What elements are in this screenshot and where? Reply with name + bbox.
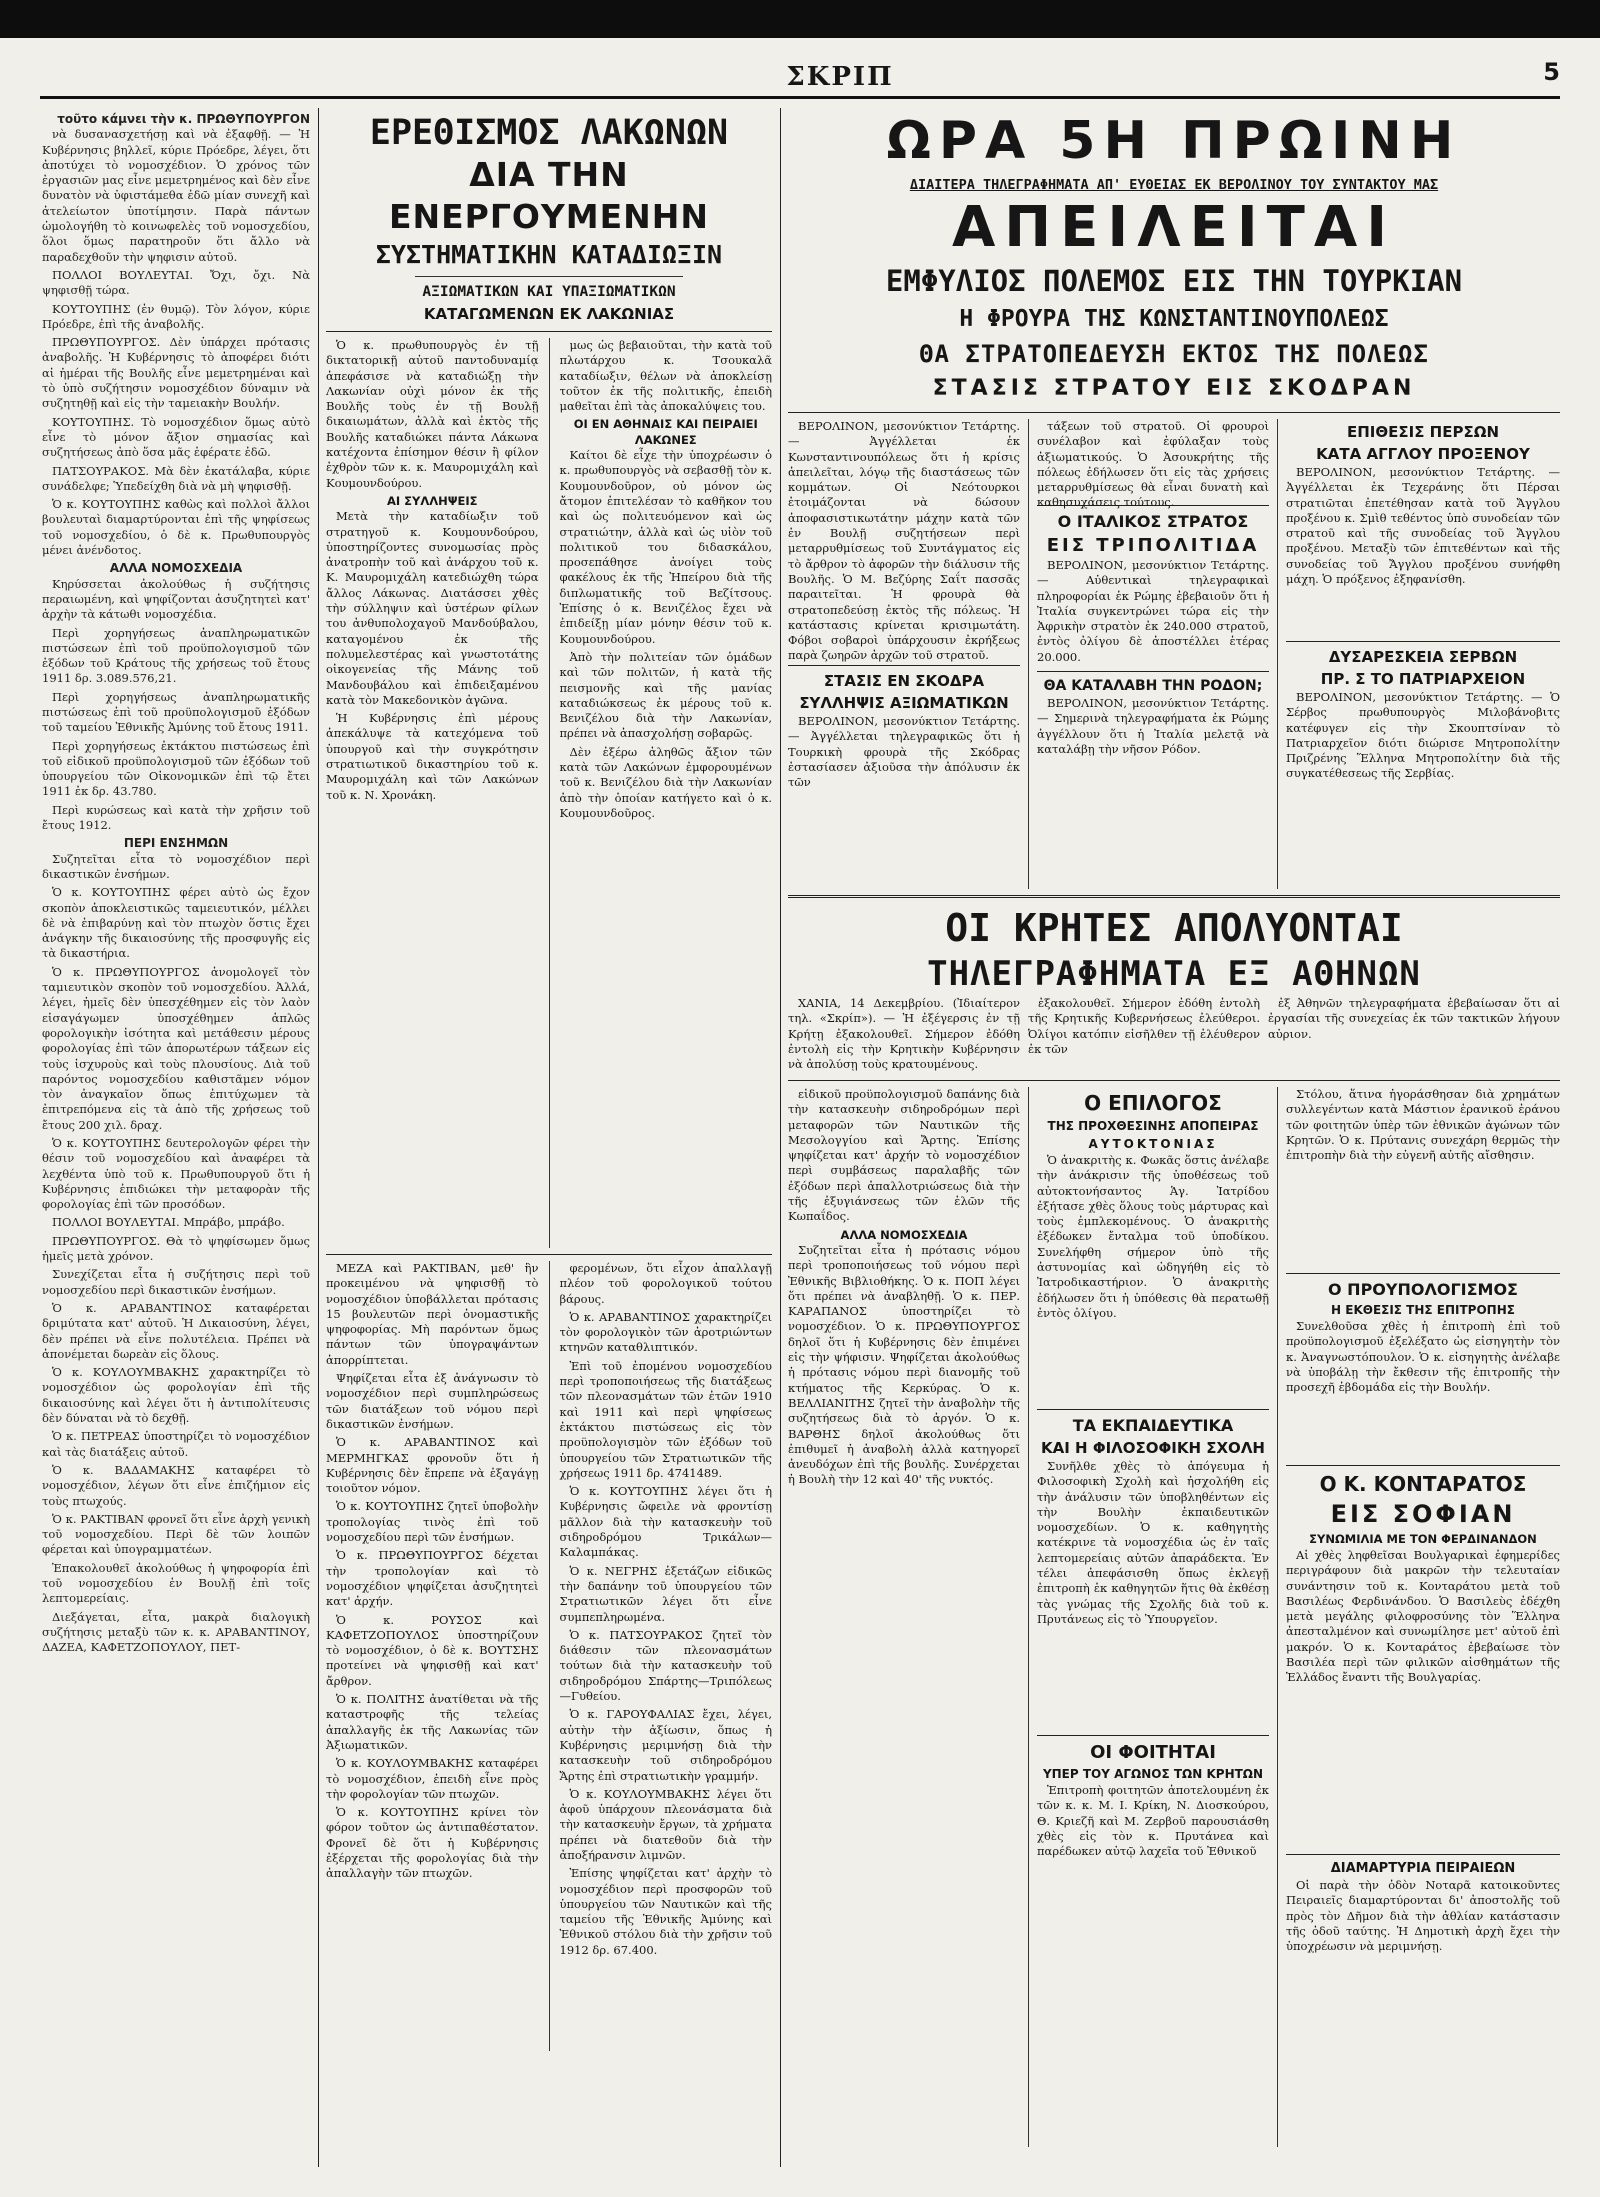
- article-paragraph: ΠΟΛΛΟΙ ΒΟΥΛΕΥΤΑΙ. Μπράβο, μπράβο.: [52, 1215, 285, 1230]
- box-heading: ΔΙΑΜΑΡΤΥΡΙΑ ΠΕΙΡΑΙΕΩΝ: [1330, 1861, 1516, 1876]
- article-paragraph: Ὁ κ. ΚΟΥΤΟΥΠΗΣ ζητεῖ ὑποβολὴν τροπολογίας τινὸς ἐπὶ τοῦ νομοσχεδίου περὶ τῶν ἐνσήμων.: [326, 1499, 539, 1545]
- page-number: 5: [1543, 58, 1560, 86]
- subcolumn-divider: [1028, 419, 1029, 889]
- article-paragraph: Ὁ κ. ΚΟΥΛΟΥΜΒΑΚΗΣ χαρακτηρίζει τὸ νομοσχέδιον ὡς φορολογίαν ἐπὶ τῆς δικαιοσύνης καὶ λέγει ὅτι ἡ ἀντιπολίτευσις δὲν δύναται νὰ τὸ δεχθῇ.: [42, 1365, 310, 1426]
- telegram-subcolumn: [788, 419, 1020, 889]
- article-paragraph: Ὁ κ. ΚΟΥΤΟΥΠΗΣ λέγει ὅτι ἡ Κυβέρνησις ὤφειλε νὰ φροντίσῃ μᾶλλον διὰ τὴν κατασκευὴν τοῦ σιδηροδρόμου Τρικάλων—Καλαμπάκας.: [559, 1484, 772, 1560]
- box-heading: ΕΠΙΘΕΣΙΣ ΠΕΡΣΩΝ: [1346, 423, 1500, 441]
- box-heading: ΟΙ ΦΟΙΤΗΤΑΙ: [1090, 1742, 1216, 1763]
- telegram-text: ἐξ Ἀθηνῶν τηλεγραφήματα ἐβεβαίωσαν ὅτι αἱ ἐργασίαι τῆς συνεχείας ἐκ τῶν τακτικῶν λήγουν αὐριον.: [1268, 996, 1560, 1041]
- telegram-item: [1028, 996, 1260, 1074]
- article-paragraph: Συζητεῖται εἶτα ἡ πρότασις νόμου περὶ τροποποιήσεως τοῦ νόμου περὶ Ἐθνικῆς Βιβλιοθήκης. Ὁ κ. ΠΟΠ λέγει ὅτι πρέπει νὰ ἀναβληθῇ. Ὁ κ. ΠΕΡ. ΚΑΡΑΠΑΝΟΣ ὑποστηρίζει τὸ νομοσχέδιον. Ὁ κ. ΠΡΩΘΥΠΟΥΡΓΟΣ δηλοῖ ὅτι ἡ Κυβέρνησις δὲν ἐπιμένει εἰς τὴν ψήφισιν. Ψηφίζεται ἀκολούθως ἡ πρότασις νόμου περὶ διανομῆς τοῦ κτήματος τῆς Κερκύρας. Ὁ κ. ΒΕΛΛΙΑΝΙΤΗΣ ζητεῖ τὴν ἀναβολὴν τῆς συζητήσεως διὰ τὸ ἀργόν. Ὁ κ. ΒΑΡΘΗΣ δηλοῖ ἀκολούθως ὅτι ἐπιθυμεῖ ἡ ἀναβολὴ ἀλλὰ κατηγορεῖ ἀνευδόχων ἐπὶ τῆς βουλῆς. Συνέρχεται ἡ Βουλὴ τὴν 12 καὶ 40' τῆς νυκτός.: [788, 1242, 1020, 1487]
- laconia-article: [326, 112, 772, 2162]
- divider: [1037, 1735, 1269, 1736]
- crete-telegrams: [788, 996, 1560, 1074]
- article-paragraph: Συνεχίζεται εἶτα ἡ συζήτησις περὶ τοῦ νομοσχεδίου περὶ δικαστικῶν ἐνσήμων.: [42, 1267, 310, 1297]
- news-subcolumn: [788, 1087, 1020, 2147]
- telegram-item: [1037, 696, 1269, 757]
- box-subheading: ΤΗΣ ΠΡΟΧΘΕΣΙΝΗΣ ΑΠΟΠΕΙΡΑΣ: [1047, 1119, 1259, 1133]
- article-paragraph: Αἱ χθὲς ληφθεῖσαι Βουλγαρικαὶ ἐφημερίδες περιγράφουν διὰ μακρῶν τὴν τελευταίαν συνάντησιν τοῦ κ. Κονταράτου μετὰ τοῦ Βασιλέως Φερδινάνδου. Ὁ Βασιλεὺς ἐδέχθη μετὰ μεγάλης φιλοφροσύνης τὸν Ἕλληνα ἀπεσταλμένον καὶ συνωμίλησε μετ' αὐτοῦ ἐπὶ μακρόν. Ὁ κ. Κονταράτος ἐβεβαίωσε τὸν Βασιλέα περὶ τῶν φιλικῶν αἰσθημάτων τῆς Ἑλλάδος ἔναντι τῆς Βουλγαρίας.: [1286, 1548, 1560, 1685]
- article-paragraph: Ὁ κ. ΝΕΓΡΗΣ ἐξετάζων εἰδικῶς τὴν δαπάνην τοῦ ὑπουργείου τῶν Στρατιωτικῶν λέγει ὅτι εἶνε συμπεπληρωμένα.: [559, 1563, 772, 1624]
- article-paragraph: Ὁ κ. ΒΑΔΑΜΑΚΗΣ καταφέρει τὸ νομοσχέδιον, λέγων ὅτι εἶνε ἐπιζήμιον εἰς τοὺς πτωχούς.: [42, 1462, 310, 1508]
- box-subheading: ΕΙΣ ΤΡΙΠΟΛΙΤΙΔΑ: [1046, 535, 1260, 556]
- article-paragraph: Ἐπιτροπὴ φοιτητῶν ἀποτελουμένη ἐκ τῶν κ. κ. Μ. Ι. Κρίκη, Ν. Διοσκούρου, Θ. Κριεζῆ καὶ Μ. Ζερβοῦ παρουσιάσθη χθὲς εἰς τὸν κ. Πρυτάνεα καὶ παρέδωκεν αὐτῷ λαχεῖα τοῦ Ἐθνικοῦ: [1037, 1783, 1269, 1859]
- article-paragraph: ΜΕΖΑ καὶ ΡΑΚΤΙΒΑΝ, μεθ' ἣν προκειμένου νὰ ψηφισθῇ τὸ νομοσχέδιον ὑποβάλλεται πρότασις 15 βουλευτῶν περὶ ὀνομαστικῆς ψηφοφορίας. Μὴ παρόντων ὅμως πάντων τῶν ὑπογραψάντων ἀπορρίπτεται.: [326, 1261, 539, 1367]
- article-paragraph: Ὁ κ. ΠΡΩΘΥΠΟΥΡΓΟΣ δέχεται τὴν τροπολογίαν καὶ τὸ νομοσχέδιον ψηφίζεται ἀσυζητητεὶ κατ' ἀρχήν.: [326, 1548, 539, 1609]
- article-paragraph: Ὁ κ. ΚΟΥΤΟΥΠΗΣ δευτερολογῶν φέρει τὴν θέσιν τοῦ νομοσχεδίου καὶ ἀναφέρει τὰ λεχθέντα ὑπὸ τοῦ κ. Πρωθυπουργοῦ ὅτι ἡ Κυβέρνησις ἐπιδιώκει τὴν μεταφορὰν τῆς φορολογίας ἐπὶ τῶν προσόδων.: [42, 1136, 310, 1212]
- article-paragraph: Συνῆλθε χθὲς τὸ ἀπόγευμα ἡ Φιλοσοφικὴ Σχολὴ καὶ ἠσχολήθη εἰς τὴν ἀνάλυσιν τῶν ὑποβληθέντων εἰς τὴν Βουλὴν ἐκπαιδευτικῶν νομοσχεδίων. Ὁ κ. καθηγητὴς κατέκρινε τὰ νομοσχέδια ὡς ἐν ταῖς λεπτομερείαις αὐτῶν ἀπαράδεκτα. Ἐν τέλει ἀπεφάσισθη ὅπως ἐκλεγῇ ἐπιτροπὴ ἐκ καθηγητῶν ἥτις θὰ ἐκθέσῃ τὰς γνώμας τῆς Σχολῆς διὰ τοῦ κ. Πρυτάνεως εἰς τὸ Ὑπουργεῖον.: [1037, 1459, 1269, 1626]
- article-paragraph: Ψηφίζεται εἶτα ἐξ ἀνάγνωσιν τὸ νομοσχέδιον περὶ συμπληρώσεως τῶν διατάξεων τοῦ νόμου περὶ δικαστικῶν ἐνσήμων.: [326, 1371, 539, 1431]
- box-subheading: ΠΡ. Σ ΤΟ ΠΑΤΡΙΑΡΧΕΙΟΝ: [1320, 670, 1526, 688]
- article-paragraph: Δὲν ἐξέρω ἀληθῶς ἄξιον τῶν κατὰ τῶν Λακώνων ἐμφορουμένων τοῦ κ. Βενιζέλου διὰ τὴν Λακωνίαν ἀπὸ τὴν ὁποίαν κατήγετο καὶ ὁ κ. Κουμουνδοῦρος.: [559, 744, 772, 820]
- subcolumn-divider: [1277, 419, 1278, 889]
- article-paragraph: Περὶ χορηγήσεως ἀναπληρωματικῶν πιστώσεων ἐπὶ τοῦ προϋπολογισμοῦ τῶν ἐξόδων τοῦ Κράτους τῆς χρήσεως τοῦ ἔτους 1911 δρ. 3.089.576,21.: [42, 625, 310, 686]
- telegram-text: τάξεων τοῦ στρατοῦ. Οἱ φρουροὶ συνέλαβον καὶ ἐφύλαξαν τοὺς ἀξιωματικούς. Ὁ Ἀσουκρήτης τῆς πόλεως ἐδήλωσεν ὅτι εἰς τὰς χρήσεις μεταρρυθμίσεως θὰ εἶναι δυνατὴ καὶ καθησυχάσεις τούτους.: [1037, 419, 1269, 510]
- article-paragraph: ΚΟΥΤΟΥΠΗΣ (ἐν θυμῷ). Τὸν λόγον, κύριε Πρόεδρε, ἐπὶ τῆς ἀναβολῆς.: [42, 301, 310, 331]
- article-paragraph: εἰδικοῦ προϋπολογισμοῦ δαπάνης διὰ τὴν κατασκευὴν σιδηροδρόμων περὶ μεταφορῶν τῶν Ναυτικῶν τῆς Μεσολογγίου καὶ Ἄρτης. Ἐπίσης ψηφίζεται κατ' ἀρχήν τὸ νομοσχέδιον περὶ συμβάσεως παραλαβῆς τῶν ἐξόδων περὶ ἀπαλλοτριώσεως διὰ τὴν τῆς ἐξυγιάνσεως τῶν ἑλῶν τῆς Κωπαΐδος.: [788, 1087, 1020, 1224]
- crete-subheadline: ΤΗΛΕΓΡΑΦΗΜΑΤΑ ΕΞ ΑΘΗΝΩΝ: [927, 954, 1421, 994]
- telegram-text: ἐξακολουθεῖ. Σήμερον ἐδόθη ἐντολὴ τῆς Κρητικῆς Κυβερνήσεως ἐλεύθεροι. Ὀλίγοι κατόπιν εἰσῆλθεν τῇ ἐλέυθερον ἐκ τῶν: [1028, 996, 1260, 1056]
- section-heading: ΑΙ ΣΥΛΛΗΨΕΙΣ: [386, 493, 478, 508]
- article-paragraph: Διεξάγεται, εἶτα, μακρὰ διαλογικὴ συζήτησις μεταξὺ τῶν κ. κ. ΑΡΑΒΑΝΤΙΝΟΥ, ΔΑΖΕΑ, ΚΑΦΕΤΖΟΠΟΥΛΟΥ, ΠΕΤ-: [42, 1609, 310, 1655]
- divider: [788, 1080, 1560, 1081]
- article-paragraph: μως ὡς βεβαιοῦται, τὴν κατὰ τοῦ πλωτάρχου κ. Τσουκαλᾶ καταδίωξιν, θέλων νὰ ἀποκλείσῃ τοῦτον ἐκ τῆς πολιτικῆς, ἐπειδὴ μαθεῖται ἐπὶ τὰς ἀποκαλύψεις του.: [559, 338, 772, 414]
- divider: [788, 412, 1560, 413]
- parliament-continuation: [326, 1261, 772, 2051]
- box-heading: ΤΑ ΕΚΠΑΙΔΕΥΤΙΚΑ: [1072, 1416, 1234, 1435]
- box-subheading: ΣΥΛΛΗΨΙΣ ΑΞΙΩΜΑΤΙΚΩΝ: [799, 694, 1009, 712]
- article-paragraph: Ὁ κ. ΓΑΡΟΥΦΑΛΙΑΣ ἔχει, λέγει, αὐτὴν τὴν ἀξίωσιν, ὅπως ἡ Κυβέρνησις μεριμνήσῃ διὰ τὴν κατασκευὴν τοῦ σιδηροδρόμου Ἄρτης ἐπὶ στρατιωτικὴν γραμμήν.: [559, 1707, 772, 1783]
- article-subcolumn: [560, 338, 773, 1248]
- article-paragraph: Ὁ κ. ΡΑΚΤΙΒΑΝ φρονεῖ ὅτι εἶνε ἀρχὴ γενικὴ τοῦ νομοσχεδίου. Περὶ δὲ τῶν λοιπῶν φέρεται καὶ ὑπογραμματέων.: [42, 1511, 310, 1557]
- article-paragraph: Ὁ ἀνακριτὴς κ. Φωκᾶς ὅστις ἀνέλαβε τὴν ἀνάκρισιν τῆς ὑποθέσεως τοῦ αὐτοκτονήσαντος Ἁγ. Ἰατρίδου ἐξήτασε χθὲς ὅλους τοὺς μάρτυρας καὶ τοὺς ἐμπλεκομένους. Ὁ ἀνακριτὴς ἐξέδωκεν ἔνταλμα τοῦ ὑποδίκου. Συνελήφθη σήμερον ὑπὸ τῆς ἀστυνομίας καὶ ὡδηγήθη εἰς τὸ Ἰατροδικαστήριον. Ὁ ἀνακριτὴς ἐδήλωσεν ὅτι ἡ ὑπόθεσις θὰ περατωθῇ ἐντὸς ὀλίγου.: [1037, 1153, 1269, 1320]
- article-paragraph: Ὁ κ. ΚΟΥΤΟΥΠΗΣ κρίνει τὸν φόρον τοῦτον ὡς ἀντιπαθέστατον. Φρονεῖ δὲ ὅτι ἡ Κυβέρνησις ἐξέρχεται τῆς φορολογίας διὰ τὴν ἀπαλλαγὴν τῶν πτωχῶν.: [326, 1805, 539, 1881]
- divider: [1286, 1273, 1560, 1274]
- telegram-text: ΧΑΝΙΑ, 14 Δεκεμβρίου. (Ἰδιαίτερον τηλ. «Σκρίπ»). — Ἡ ἐξέγερσις ἐν τῇ Κρήτῃ ἐξακολουθεῖ. Σήμερον ἐδόθη ἐντολὴ εἰς τὴν Κρητικὴν Κυβέρνησιν νὰ ἀπολύσῃ τοὺς κρατουμένους.: [788, 996, 1020, 1072]
- telegram-item: [1037, 558, 1269, 665]
- article-paragraph: Ὁ κ. ΡΟΥΣΟΣ καὶ ΚΑΦΕΤΖΟΠΟΥΛΟΣ ὑποστηρίζουν τὸ νομοσχέδιον, ὁ δὲ κ. ΒΟΥΤΣΗΣ προτείνει νὰ ψηφισθῇ καὶ κατ' ἄρθρον.: [326, 1612, 539, 1688]
- banner-civil-war: ΕΜΦΥΛΙΟΣ ΠΟΛΕΜΟΣ ΕΙΣ ΤΗΝ ΤΟΥΡΚΙΑΝ: [885, 264, 1463, 298]
- box-subheading: ΕΙΣ ΣΟΦΙΑΝ: [1330, 1500, 1516, 1528]
- telegram-item: [788, 996, 1020, 1074]
- news-subcolumn: [1037, 1087, 1269, 2147]
- divider: [326, 1254, 772, 1255]
- telegram-text: ΒΕΡΟΛΙΝΟΝ, μεσονύκτιον Τετάρτης. — Αὐθεντικαὶ τηλεγραφικαὶ πληροφορίαι ἐκ Ρώμης ἐβεβαιοῦν ὅτι ἡ Ἰταλία συγκεντρώνει τώρα εἰς τὴν Ἀφρικὴν στρατὸν ἐκ 240.000 στρατοῦ, ἐντὸς ὀλίγου δὲ ἀποστέλλει ἑτέρας 20.000.: [1037, 558, 1269, 664]
- article-paragraph: Μετὰ τὴν καταδίωξιν τοῦ στρατηγοῦ κ. Κουμουνδούρου, ὑποστηρίζοντες συνομωσίας πρὸς ἀνατροπὴν τοῦ καὶ ἀνάρχου τοῦ κ. Κ. Μαυρομιχάλη κατεδιώχθη τώρα ἄλλος Λάκωνας. Διατάσσει χθὲς τὴν σύλληψιν καὶ ὑστέρων φίλων του ἀνθυπολοχαγοῦ Μανδούβαλου, καταγομένου ἐκ τῆς πολυμελεστέρας καὶ γνωστοτάτης οἰκογενείας τῆς Μάνης τοῦ Μανδουβάλου καὶ ἐπιδειξαμένου κατὰ τὸν Μακεδονικὸν ἀγῶνα.: [326, 509, 539, 707]
- newspaper-title: ΣΚΡΙΠ: [786, 62, 894, 92]
- headline-main: ΕΡΕΘΙΣΜΟΣ ΛΑΚΩΝΩΝ: [369, 113, 729, 153]
- telegram-item: [788, 714, 1020, 790]
- telegram-item: [1268, 996, 1560, 1074]
- telegram-item: [788, 419, 1020, 663]
- article-paragraph: Ὁ κ. ΑΡΑΒΑΝΤΙΝΟΣ καὶ ΜΕΡΜΗΓΚΑΣ φρονοῦν ὅτι ἡ Κυβέρνησις δὲν ἔπρεπε νὰ ἐξαγάγῃ τοιοῦτον νόμον.: [326, 1435, 539, 1496]
- article-subcolumn: [560, 1261, 773, 2051]
- article-paragraph: Καίτοι δὲ εἶχε τὴν ὑποχρέωσιν ὁ κ. πρωθυπουργὸς νὰ σεβασθῇ τὸν κ. Κουμουνδοῦρον, οὐ μόνον ὡς ἄτομον ἐπιτελέσαν τὸ καθῆκον του καὶ ὡς πολιτευόμενον καὶ ὡς στρατιώτην, ἀλλὰ καὶ ὡς υἱὸν τοῦ πολιτικοῦ του διδασκάλου, προσεπάθησε ἀνοίγει τοὺς φακέλους ἐκ τῆς Ἠπείρου διὰ τῆς διπλωματικῆς τοῦ Βεζίτσους. Ἐπίσης ὁ κ. Βενιζέλος ἔχει νὰ ἐπιδείξῃ μίαν μόνην θέσιν τοῦ κ. Κουμουνδούρου.: [559, 448, 772, 646]
- box-subheading: Η ΕΚΘΕΣΙΣ ΤΗΣ ΕΠΙΤΡΟΠΗΣ: [1331, 1303, 1515, 1317]
- article-subcolumn: [326, 338, 539, 1248]
- subcolumn-divider: [549, 338, 550, 1248]
- article-paragraph: Ἐπακολουθεῖ ἀκολούθως ἡ ψηφοφορία ἐπὶ τοῦ νομοσχεδίου ἐν Βουλῇ ἐπὶ τοῖς λεπτομερείαις.: [42, 1560, 310, 1606]
- lower-news-block: [788, 1087, 1560, 2147]
- box-subheading: ΑΥΤΟΚΤΟΝΙΑΣ: [1088, 1137, 1218, 1151]
- news-item: [1037, 1153, 1269, 1403]
- banner-subtitle: ΔΙΑΙΤΕΡΑ ΤΗΛΕΓΡΑΦΗΜΑΤΑ ΑΠ' ΕΥΘΕΙΑΣ ΕΚ ΒΕΡΟΛΙΝΟΥ ΤΟΥ ΣΥΝΤΑΚΤΟΥ ΜΑΣ: [909, 177, 1439, 193]
- box-heading: Ο ΕΠΙΛΟΓΟΣ: [1084, 1091, 1222, 1115]
- news-item: [1286, 1087, 1560, 1267]
- article-paragraph: Περὶ χορηγήσεως ἀναπληρωματικῆς πιστώσεως ἐπὶ τοῦ προϋπολογισμοῦ ἐξόδων τοῦ ταμείου Ἐθνικῆς Ἀμύνης τοῦ ἔτους 1911.: [42, 689, 310, 735]
- news-item: [1286, 1319, 1560, 1459]
- article-paragraph: νὰ δυσανασχετήσῃ καὶ νὰ ἐξαφθῇ. — Ἡ Κυβέρνησις βηλλεῖ, κύριε Πρόεδρε, λέγει, ὅτι ἀποτύχει τὸ νομοσχέδιον. Ὁ χρόνος τῶν ἐργασιῶν μας εἶνε μεμετρημένος καὶ δὲν εἶνε δυνατὸν νὰ ὑφιστάμεθα ἐδῶ μίαν συνεχῆ καὶ ἀτελείωτον ὑποτίμησιν. Παρὰ πάντων ὡμολογήθη τὸ κοινωφελὲς τοῦ νομοσχεδίου, ὅλοι ὅμως παρατηροῦν ὅτι ἄλλο νὰ παραδεχθοῦν τὴν ψηφισιν αὐτοῦ.: [42, 127, 310, 264]
- top-black-band: [0, 0, 1600, 38]
- box-heading: Ο ΙΤΑΛΙΚΟΣ ΣΤΡΑΤΟΣ: [1057, 512, 1249, 531]
- banner-camp: ΘΑ ΣΤΡΑΤΟΠΕΔΕΥΣΗ ΕΚΤΟΣ ΤΗΣ ΠΟΛΕΩΣ: [919, 340, 1429, 368]
- article-paragraph: Ὁ κ. ΠΕΤΡΕΑΣ ὑποστηρίζει τὸ νομοσχέδιον καὶ τὰς διατάξεις αὐτοῦ.: [42, 1429, 310, 1459]
- divider: [788, 665, 1020, 666]
- article-paragraph: Κηρύσσεται ἀκολούθως ἡ συζήτησις περαιωμένη, καὶ ψηφίζονται ἀσυζητητεὶ κατ' ἀρχὴν τὰ κάτωθι νομοσχέδια.: [42, 576, 310, 622]
- divider: [326, 331, 772, 332]
- masthead-rule: [40, 96, 1560, 99]
- subcolumn-divider: [1277, 1087, 1278, 2147]
- masthead: [40, 58, 1560, 102]
- article-paragraph: ΠΟΛΛΟΙ ΒΟΥΛΕΥΤΑΙ. Ὄχι, ὄχι. Νὰ ψηφισθῇ τώρα.: [42, 267, 310, 298]
- divider: [1286, 641, 1560, 642]
- article-paragraph: Συνελθοῦσα χθὲς ἡ ἐπιτροπὴ ἐπὶ τοῦ προϋπολογισμοῦ ἐξελέξατο ὡς εἰσηγητὴν τὸν κ. Ἀναγνωστόπουλον. Ὁ κ. εἰσηγητὴς ἀνέλαβε νὰ ὑποβάλῃ τὴν ἔκθεσιν τῆς ἐπιτροπῆς τὴν προσεχῆ ἑβδομάδα εἰς τὴν Βουλήν.: [1286, 1319, 1560, 1395]
- article-paragraph: φερομένων, ὅτι εἶχον ἀπαλλαγῇ πλέον τοῦ φορολογικοῦ τούτου βάρους.: [559, 1261, 772, 1306]
- news-item: [1286, 1878, 1560, 1954]
- column-divider: [780, 108, 781, 2167]
- news-item: [1037, 1459, 1269, 1729]
- divider: [1037, 671, 1269, 672]
- article-paragraph: Περὶ χορηγήσεως ἐκτάκτου πιστώσεως ἐπὶ τοῦ εἰδικοῦ προϋπολογισμοῦ τῶν ἐξόδων τοῦ ὑπουργείου τῶν Οἰκονομικῶν ἐπὶ τῷ ἔτει 1911 ἐκ δρ. 43.780.: [42, 738, 310, 799]
- box-heading: ΔΥΣΑΡΕΣΚΕΙΑ ΣΕΡΒΩΝ: [1328, 648, 1518, 666]
- telegrams-section: [788, 108, 1560, 2163]
- box-subheading: ΚΑΤΑ ΑΓΓΛΟΥ ΠΡΟΞΕΝΟΥ: [1316, 445, 1530, 463]
- news-item: [1286, 1548, 1560, 1848]
- telegram-text: ΒΕΡΟΛΙΝΟΝ, μεσονύκτιον Τετάρτης. — Ἀγγέλλεται ἐκ Τεχεράνης ὅτι Πέρσαι στρατιῶται ἐπετέθησαν κατὰ τοῦ Ἄγγλου προξένου κ. Σμὶθ τεθέντος ὑπὸ συνοδείαν τῶν στρατοῦ καὶ τῆς συνοδείας τοῦ Ἄγγλου προξένου. Μεταξὺ τῶν ἐπιτεθέντων καὶ τῆς συνοδείας τοῦ Ἄγγλου προξένου συνήφθη μάχη. Ὁ πρόξενος ἐξηφανίσθη.: [1286, 465, 1560, 587]
- news-item: [1037, 1783, 1269, 1859]
- headline-fourth: ΑΞΙΩΜΑΤΙΚΩΝ ΚΑΙ ΥΠΑΞΙΩΜΑΤΙΚΩΝ: [422, 284, 676, 300]
- telegram-subcolumn: [1286, 419, 1560, 889]
- box-heading: Ο Κ. ΚΟΝΤΑΡΑΤΟΣ: [1319, 1472, 1527, 1496]
- article-subcolumn: [326, 1261, 539, 2051]
- article-two-columns: [326, 338, 772, 1248]
- telegram-item: [1037, 419, 1269, 510]
- article-paragraph: Ἀπὸ τὴν πολιτείαν τῶν ὁμάδων καὶ τῶν πολιτῶν, ἡ κατὰ τῆς πεισμονῆς καὶ τῆς μανίας καταδιώκσεως ἐκ μέρους τοῦ κ. Βενιζέλου διὰ τὴν Λακωνίαν, πρέπει νὰ ἀπασχολήσῃ σοβαρῶς.: [559, 649, 772, 741]
- article-paragraph: Ἐπὶ τοῦ ἐπομένου νομοσχεδίου περὶ τροποποιήσεως τῆς διατάξεως τῶν πλεονασμάτων τῶν ἐτῶν 1910 καὶ 1911 καὶ περὶ ψηφίσεως ἐκτάκτου πιστώσεως εἰς τὸν προϋπολογισμὸν τῶν ἐξόδων τοῦ ὑπουργείου τῶν Στρατιωτικῶν τῆς χρήσεως 1911 δρ. 4741489.: [559, 1358, 772, 1480]
- headline-fifth: ΚΑΤΑΓΩΜΕΝΩΝ ΕΚ ΛΑΚΩΝΙΑΣ: [423, 305, 675, 323]
- article-paragraph: Ὁ κ. ΚΟΥΛΟΥΜΒΑΚΗΣ καταφέρει τὸ νομοσχέδιον, ἐπειδὴ εἶνε πρὸς τὴν φορολογίαν τῶν πτωχῶν.: [326, 1756, 539, 1801]
- article-paragraph: Στόλου, ἅτινα ἠγοράσθησαν διὰ χρημάτων συλλεγέντων κατὰ Μάστιον ἐρανικοῦ ἐράνου τῶν φοιτητῶν ὑπὲρ τῶν ἐθνικῶν ἀγώνων τῶν Κρητῶν. Ὁ κ. Πρύτανις συνεχάρη θερμῶς τὴν ἐπιτροπὴν διὰ τὴν εὐγενῆ αὐτῆς αἴσθησιν.: [1286, 1087, 1560, 1163]
- telegram-item: [1286, 465, 1560, 635]
- column-divider: [318, 108, 319, 2167]
- box-subheading: ΚΑΙ Η ΦΙΛΟΣΟΦΙΚΗ ΣΧΟΛΗ: [1041, 1439, 1265, 1457]
- article-paragraph: Ὁ κ. πρωθυπουργὸς ἐν τῇ δικτατορικῇ αὐτοῦ παντοδυναμίᾳ ἀπεφάσισε νὰ καταδιώξῃ τὴν Λακωνίαν οὐχὶ μόνον ἐκ τῆς Βουλῆς τοὺς ἐν τῇ Βουλῇ δικαιωμάτων, ἀλλὰ καὶ ἐκτὸς τῆς Βουλῆς καταδιώκει πάντα Λάκωνα κατέχοντα ἐπίσημον θέσιν ἢ φίλον ἐχθρὸν τῶν κ. κ. Μαυρομιχάλη καὶ Κουμουνδούρου.: [326, 338, 539, 490]
- article-paragraph: Ὁ κ. ΠΑΤΣΟΥΡΑΚΟΣ ζητεῖ τὸν διάθεσιν τῶν πλεονασμάτων τούτων διὰ τὴν κατασκευὴν τοῦ σιδηροδρόμου Σπάρτης—Τριπόλεως—Γυθείου.: [559, 1627, 772, 1704]
- telegram-text: ΒΕΡΟΛΙΝΟΝ, μεσονύκτιον Τετάρτης. — Ἀγγέλλεται τηλεγραφικῶς ὅτι ἡ Τουρκικὴ φρουρὰ τῆς Σκόδρας ἐστασίασεν ἀξιοῦσα τὴν ἀπόλυσιν ἐκ τῶν: [788, 714, 1020, 790]
- article-paragraph: ΠΡΩΘΥΠΟΥΡΓΟΣ. Δὲν ὑπάρχει πρότασις ἀναβολῆς. Ἡ Κυβέρνησις τὸ ἀποφέρει διότι αἱ ἡμέραι τῆς Βουλῆς εἶνε μεμετρημέναι καὶ τὸ ὑπὸ συζήτησιν νομοσχέδιον δύναμιν νὰ συζητηθῇ καὶ εἰς τὴν ταμειακὴν Βουλήν.: [42, 335, 310, 411]
- divider: [1286, 1465, 1560, 1466]
- subcolumn-divider: [549, 1261, 550, 2051]
- telegram-subcolumn: [1037, 419, 1269, 889]
- divider: [1286, 1854, 1560, 1855]
- article-paragraph: Ὁ κ. ΚΟΥΤΟΥΠΗΣ φέρει αὐτὸ ὡς ἔχον σκοπὸν ἀποκλειστικῶς ταμειευτικόν, μέλλει δὲ νὰ ἐπιβαρύνῃ καὶ τὸν πτωχὸν ὅστις ἔχει ἀνάγκην τῆς δικαιοσύνης τῆς προσφυγῆς εἰς τὰ δικαστήρια.: [42, 885, 310, 961]
- article-paragraph: Ἐπίσης ψηφίζεται κατ' ἀρχὴν τὸ νομοσχέδιον περὶ προσφορῶν τοῦ ὑπουργείου τῶν Ναυτικῶν καὶ τῆς ταμείου τῆς Ἐθνικῆς Ἀμύνης καὶ Ἐθνικοῦ στόλου διὰ τὴν χρῆσιν τοῦ 1912 δρ. 67.400.: [559, 1866, 772, 1957]
- article-paragraph: Ὁ κ. ΚΟΥΛΟΥΜΒΑΚΗΣ λέγει ὅτι ἀφοῦ ὑπάρχουν πλεονάσματα διὰ τὴν κατασκευὴν ἔργων, τὰ χρήματα πρέπει νὰ διατεθοῦν διὰ τὴν ἀποξήρανσιν λιμνῶν.: [559, 1786, 772, 1862]
- article-paragraph: Ἡ Κυβέρνησις ἐπὶ μέρους ἀπεκάλυψε τὰ κατεχόμενα τοῦ ὑπουργοῦ καὶ τὴν συγκρότησιν στρατιωτικοῦ δικαστηρίου τοῦ κ. Μαυρομιχάλη καὶ τῶν Λακώνων τοῦ κ. Ν. Χρονάκη.: [326, 711, 539, 802]
- banner-mutiny: ΣΤΑΣΙΣ ΣΤΡΑΤΟΥ ΕΙΣ ΣΚΟΔΡΑΝ: [932, 376, 1416, 401]
- article-paragraph: Ὁ κ. ΑΡΑΒΑΝΤΙΝΟΣ χαρακτηρίζει τὸν φορολογικὸν τῶν ἀροτριώντων κτηνῶν καταθλιπτικόν.: [559, 1309, 772, 1355]
- banner-threat: ΑΠΕΙΛΕΙΤΑΙ: [951, 195, 1397, 260]
- box-heading: Ο ΠΡΟΥΠΟΛΟΓΙΣΜΟΣ: [1328, 1280, 1518, 1299]
- article-paragraph: Ὁ κ. ΚΟΥΤΟΥΠΗΣ καθὼς καὶ πολλοὶ ἄλλοι βουλευταὶ διαμαρτύρονται ἐπὶ τῆς ψηφίσεως τοῦ νομοσχεδίου, ὁ δὲ κ. Πρωθυπουργὸς μένει ἀνένδοτος.: [42, 497, 310, 558]
- section-heading: ΟΙ ΕΝ ΑΘΗΝΑΙΣ ΚΑΙ ΠΕΙΡΑΙΕΙ ΛΑΚΩΝΕΣ: [573, 417, 758, 447]
- article-paragraph: Συζητεῖται εἶτα τὸ νομοσχέδιον περὶ δικαστικῶν ἐνσήμων.: [42, 851, 310, 881]
- headline-rule: [415, 276, 683, 277]
- banner-garrison: Η ΦΡΟΥΡΑ ΤΗΣ ΚΩΝΣΤΑΝΤΙΝΟΥΠΟΛΕΩΣ: [959, 306, 1389, 332]
- article-paragraph: Ὁ κ. ΠΟΛΙΤΗΣ ἀνατίθεται νὰ τῆς καταστροφῆς τῆς τελείας ἀπαλλαγῆς ἐκ τῆς Λακωνίας τῶν Ἀξιωματικῶν.: [326, 1692, 539, 1752]
- article-paragraph: Ὁ κ. ΑΡΑΒΑΝΤΙΝΟΣ καταφέρεται δριμύτατα κατ' αὐτοῦ. Ἡ Δικαιοσύνη, λέγει, δὲν πρέπει νὰ εἶνε πολυτέλεια. Πρέπει νὰ ἀπονέμεται δωρεὰν εἰς ὅλους.: [42, 1300, 310, 1361]
- divider: [788, 895, 1560, 898]
- box-subheading: ΥΠΕΡ ΤΟΥ ΑΓΩΝΟΣ ΤΩΝ ΚΡΗΤΩΝ: [1042, 1767, 1264, 1781]
- article-paragraph: Περὶ κυρώσεως καὶ κατὰ τὴν χρῆσιν τοῦ ἔτους 1912.: [42, 802, 310, 833]
- box-subheading: ΣΥΝΩΜΙΛΙΑ ΜΕ ΤΟΝ ΦΕΡΔΙΝΑΝΔΟΝ: [1309, 1532, 1537, 1546]
- subcolumn-divider: [1028, 1087, 1029, 2147]
- divider: [1037, 1409, 1269, 1410]
- telegrams-block: [788, 419, 1560, 889]
- article-paragraph: ΚΟΥΤΟΥΠΗΣ. Τὸ νομοσχέδιον ὅμως αὐτὸ εἶνε τὸ μόνον ἄξιον σημασίας καὶ συζητήσεως ἀπὸ ὅσα μᾶς ἐφέρατε ἐδῶ.: [42, 414, 310, 460]
- article-paragraph: Οἱ παρὰ τὴν ὁδὸν Νοταρᾶ κατοικοῦντες Πειραιεῖς διαμαρτύρονται δι' ἀποστολῆς τοῦ πρὸς τὸν Δῆμον διὰ τὴν ἀθλίαν κατάστασιν τῆς ὁδοῦ ταύτης. Ἡ Δημοτικὴ ἀρχὴ ἔχει τὴν ὑποχρέωσιν νὰ μεριμνήσῃ.: [1286, 1878, 1560, 1954]
- telegram-text: ΒΕΡΟΛΙΝΟΝ, μεσονύκτιον Τετάρτης. — Ὁ Σέρβος πρωθυπουργὸς Μιλοβάνοβιτς κατέφυγεν εἰς τὴν Σκουπτσίναν τὸ Πατριαρχεῖον διότι διώρισε Μητροπολίτην Πριζρένης Ἕλληνα Μητροπολίτην διὰ τῆς συγκατέθεσεως τῆς Σερβίας.: [1286, 690, 1560, 781]
- box-heading: ΣΤΑΣΙΣ ΕΝ ΣΚΟΔΡΑ: [823, 672, 985, 690]
- headline-second: ΔΙΑ ΤΗΝ ΕΝΕΡΓΟΥΜΕΝΗΝ: [388, 155, 710, 236]
- continuation-line: τοῦτο κάμνει τὴν κ. ΠΡΩΘΥΠΟΥΡΓΟΝ: [57, 112, 310, 126]
- news-subcolumn: [1286, 1087, 1560, 2147]
- parliament-report-column: [42, 112, 310, 2162]
- telegram-text: ΒΕΡΟΛΙΝΟΝ, μεσονύκτιον Τετάρτης. — Σημερινὰ τηλεγραφήματα ἐκ Ρώμης ἀγγέλλουν ὅτι ἡ Ἰταλία μελετᾷ νὰ καταλάβῃ τὴν νῆσον Ρόδον.: [1037, 696, 1269, 756]
- section-heading: ΠΕΡΙ ΕΝΣΗΜΩΝ: [123, 836, 229, 851]
- banner-hour: ΩΡΑ 5Η ΠΡΩΙΝΗ: [886, 111, 1462, 171]
- telegram-text: ΒΕΡΟΛΙΝΟΝ, μεσονύκτιον Τετάρτης. — Ἀγγέλλεται ἐκ Κωνσταντινουπόλεως ὅτι ἡ κρίσις ἀπειλεῖται, λόγῳ τῆς διαστάσεως τῶν κομμάτων. Οἱ Νεότουρκοι ἐτοιμάζονται νὰ δώσουν ἀποφασιστικωτάτην μάχην κατὰ τῶν ἐν Βουλῇ συζητήσεων περὶ μεταρρυθμίσεως τοῦ Συντάγματος εἰς τὸ ἄρθρον τὸ ἀφορῶν τὴν διάλυσιν τῆς Βουλῆς. Ὁ Μ. Βεζύρης Σαΐτ πασσᾶς παραιτεῖται. Ἡ φρουρὰ θὰ στρατοπεδεύσῃ ἐκτὸς τῆς πόλεως. Ἡ κατάστασις κρίνεται κρισιμωτάτη. Φόβοι σοβαροὶ ὑπάρχουσιν ἐκρήξεως παρὰ ζωηρῶν ἀρχῶν τοῦ στρατοῦ.: [788, 419, 1020, 663]
- box-heading: ΘΑ ΚΑΤΑΛΑΒΗ ΤΗΝ ΡΟΔΟΝ;: [1043, 678, 1263, 695]
- section-heading: ΑΛΛΑ ΝΟΜΟΣΧΕΔΙΑ: [109, 561, 243, 576]
- article-paragraph: ΠΡΩΘΥΠΟΥΡΓΟΣ. Θὰ τὸ ψηφίσωμεν ὅμως ἡμεῖς μετὰ χρόνον.: [42, 1233, 310, 1264]
- section-heading: ΑΛΛΑ ΝΟΜΟΣΧΕΔΙΑ: [840, 1227, 968, 1242]
- telegram-item: [1286, 690, 1560, 782]
- article-paragraph: Ὁ κ. ΠΡΩΘΥΠΟΥΡΓΟΣ ἀνομολογεῖ τὸν ταμιευτικὸν σκοπὸν τοῦ νομοσχεδίου. Ἀλλά, λέγει, ἡμεῖς δὲν ὑπεσχέθημεν εἰς τὸν λαὸν εἰσαγάγωμεν ὑποσχέθημεν ἁπλῶς φορολογικὴν ἰσότητα καὶ μετάθεσιν μέρους φορολογίας ἐπὶ τῶν ἀπορωτέρων τάξεων εἰς τοὺς ἰσχυροὺς καὶ τοὺς πλουσίους. Διὰ τοῦ παρόντος νομοσχεδίου καθιστᾶμεν νόμον τὸν ἀναγκαῖον ὅπως ἐπιτύχωμεν τὰ ἐπιτρεπόμενα εἰς τὰ ἀπὸ τῆς χρήσεως τοῦ ἔτους 200 χιλ. δραχ.: [42, 964, 310, 1132]
- crete-headline: ΟΙ ΚΡΗΤΕΣ ΑΠΟΛΥΟΝΤΑΙ: [945, 906, 1403, 950]
- article-paragraph: ΠΑΤΣΟΥΡΑΚΟΣ. Μὰ δὲν ἐκατάλαβα, κύριε συνάδελφε; Ὑπεδείχθη διὰ νὰ μὴ ψηφισθῇ.: [42, 463, 310, 493]
- headline-third: ΣΥΣΤΗΜΑΤΙΚΗΝ ΚΑΤΑΔΙΩΞΙΝ: [375, 240, 723, 269]
